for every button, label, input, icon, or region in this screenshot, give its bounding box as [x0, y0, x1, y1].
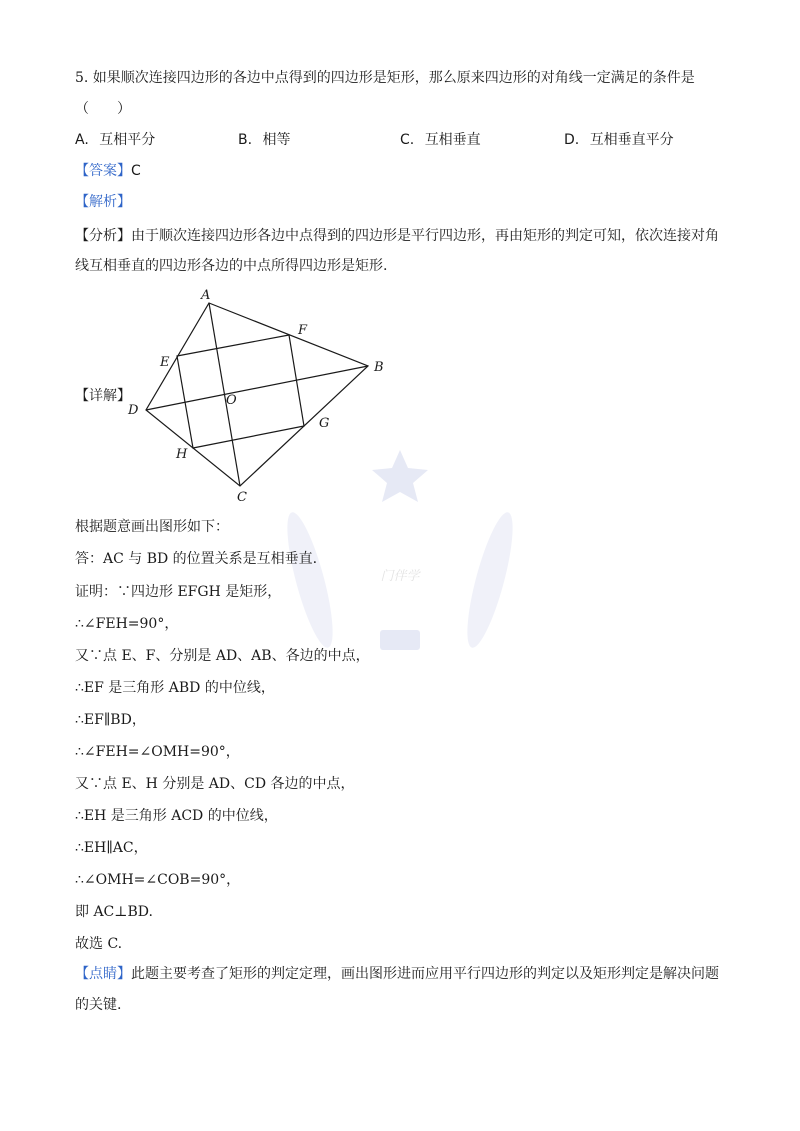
option-label: B.	[238, 132, 253, 148]
solution-line: 又∵点 E、F、分别是 AD、AB、各边的中点，	[75, 648, 370, 664]
solution-line: ∴∠FEH=90°，	[75, 616, 179, 632]
solution-line: ∴∠OMH=∠COB=90°，	[75, 872, 241, 888]
label-e: E	[160, 355, 170, 370]
option-text: 相等	[262, 132, 291, 148]
question-stem: 5. 如果顺次连接四边形的各边中点得到的四边形是矩形，那么原来四边形的对角线一定满足的条件是	[75, 70, 695, 86]
option-text: 互相平分	[99, 132, 156, 148]
label-d: D	[128, 403, 139, 418]
label-b: B	[374, 360, 384, 375]
solution-line: ∴EH 是三角形 ACD 的中位线，	[75, 808, 278, 824]
label-a: A	[201, 288, 211, 303]
answer-tag: 【答案】	[75, 163, 131, 179]
answer-line	[75, 161, 141, 181]
fenxi-text-1: 由于顺次连接四边形各边中点得到的四边形是平行四边形，再由矩形的判定可知，依次连接对角	[131, 228, 719, 244]
solution-line: 证明：∵四边形 EFGH 是矩形，	[75, 584, 282, 600]
dianjing-text-1: 此题主要考查了矩形的判定定理，画出图形进而应用平行四边形的判定以及矩形判定是解决问题	[131, 966, 719, 982]
solution-line: ∴EF∥BD，	[75, 712, 146, 728]
geometry-figure	[120, 280, 400, 510]
option-a	[75, 130, 155, 150]
solution-line: 根据题意画出图形如下：	[75, 519, 229, 535]
fenxi-tag: 【分析】	[75, 228, 131, 244]
option-label: D.	[564, 132, 580, 148]
solution-line: ∴EH∥AC，	[75, 840, 148, 856]
fenxi-line-1	[75, 226, 719, 246]
label-h: H	[176, 447, 188, 462]
label-g: G	[319, 416, 330, 431]
dianjing-tag: 【点睛】	[75, 966, 131, 982]
answer-value: C	[131, 163, 141, 179]
detail-tag: 【详解】	[75, 388, 131, 404]
solution-line: 又∵点 E、H 分别是 AD、CD 各边的中点，	[75, 776, 355, 792]
option-text: 互相垂直平分	[589, 132, 674, 148]
solution-line: ∴EF 是三角形 ABD 的中位线，	[75, 680, 275, 696]
label-c: C	[237, 490, 247, 505]
question-paren: （ ）	[75, 101, 131, 117]
label-o: O	[226, 393, 237, 408]
option-label: C.	[400, 132, 415, 148]
dianjing-line-2: 的关键.	[75, 997, 122, 1013]
dianjing-line-1	[75, 964, 719, 984]
analysis-tag: 【解析】	[75, 194, 131, 210]
analysis-line	[75, 192, 131, 212]
label-f: F	[298, 323, 308, 338]
watermark-text: 门伴学	[380, 569, 420, 584]
option-text: 互相垂直	[424, 132, 481, 148]
solution-line: ∴∠FEH=∠OMH=90°，	[75, 744, 240, 760]
option-c	[400, 130, 481, 150]
fenxi-line-2: 线互相垂直的四边形各边的中点所得四边形是矩形.	[75, 258, 388, 274]
option-b	[238, 130, 291, 150]
option-label: A.	[75, 132, 89, 148]
solution-line: 即 AC⊥BD.	[75, 904, 153, 920]
solution-line: 故选 C.	[75, 936, 123, 952]
solution-line: 答：AC 与 BD 的位置关系是互相垂直.	[75, 551, 318, 567]
option-d	[564, 130, 674, 150]
